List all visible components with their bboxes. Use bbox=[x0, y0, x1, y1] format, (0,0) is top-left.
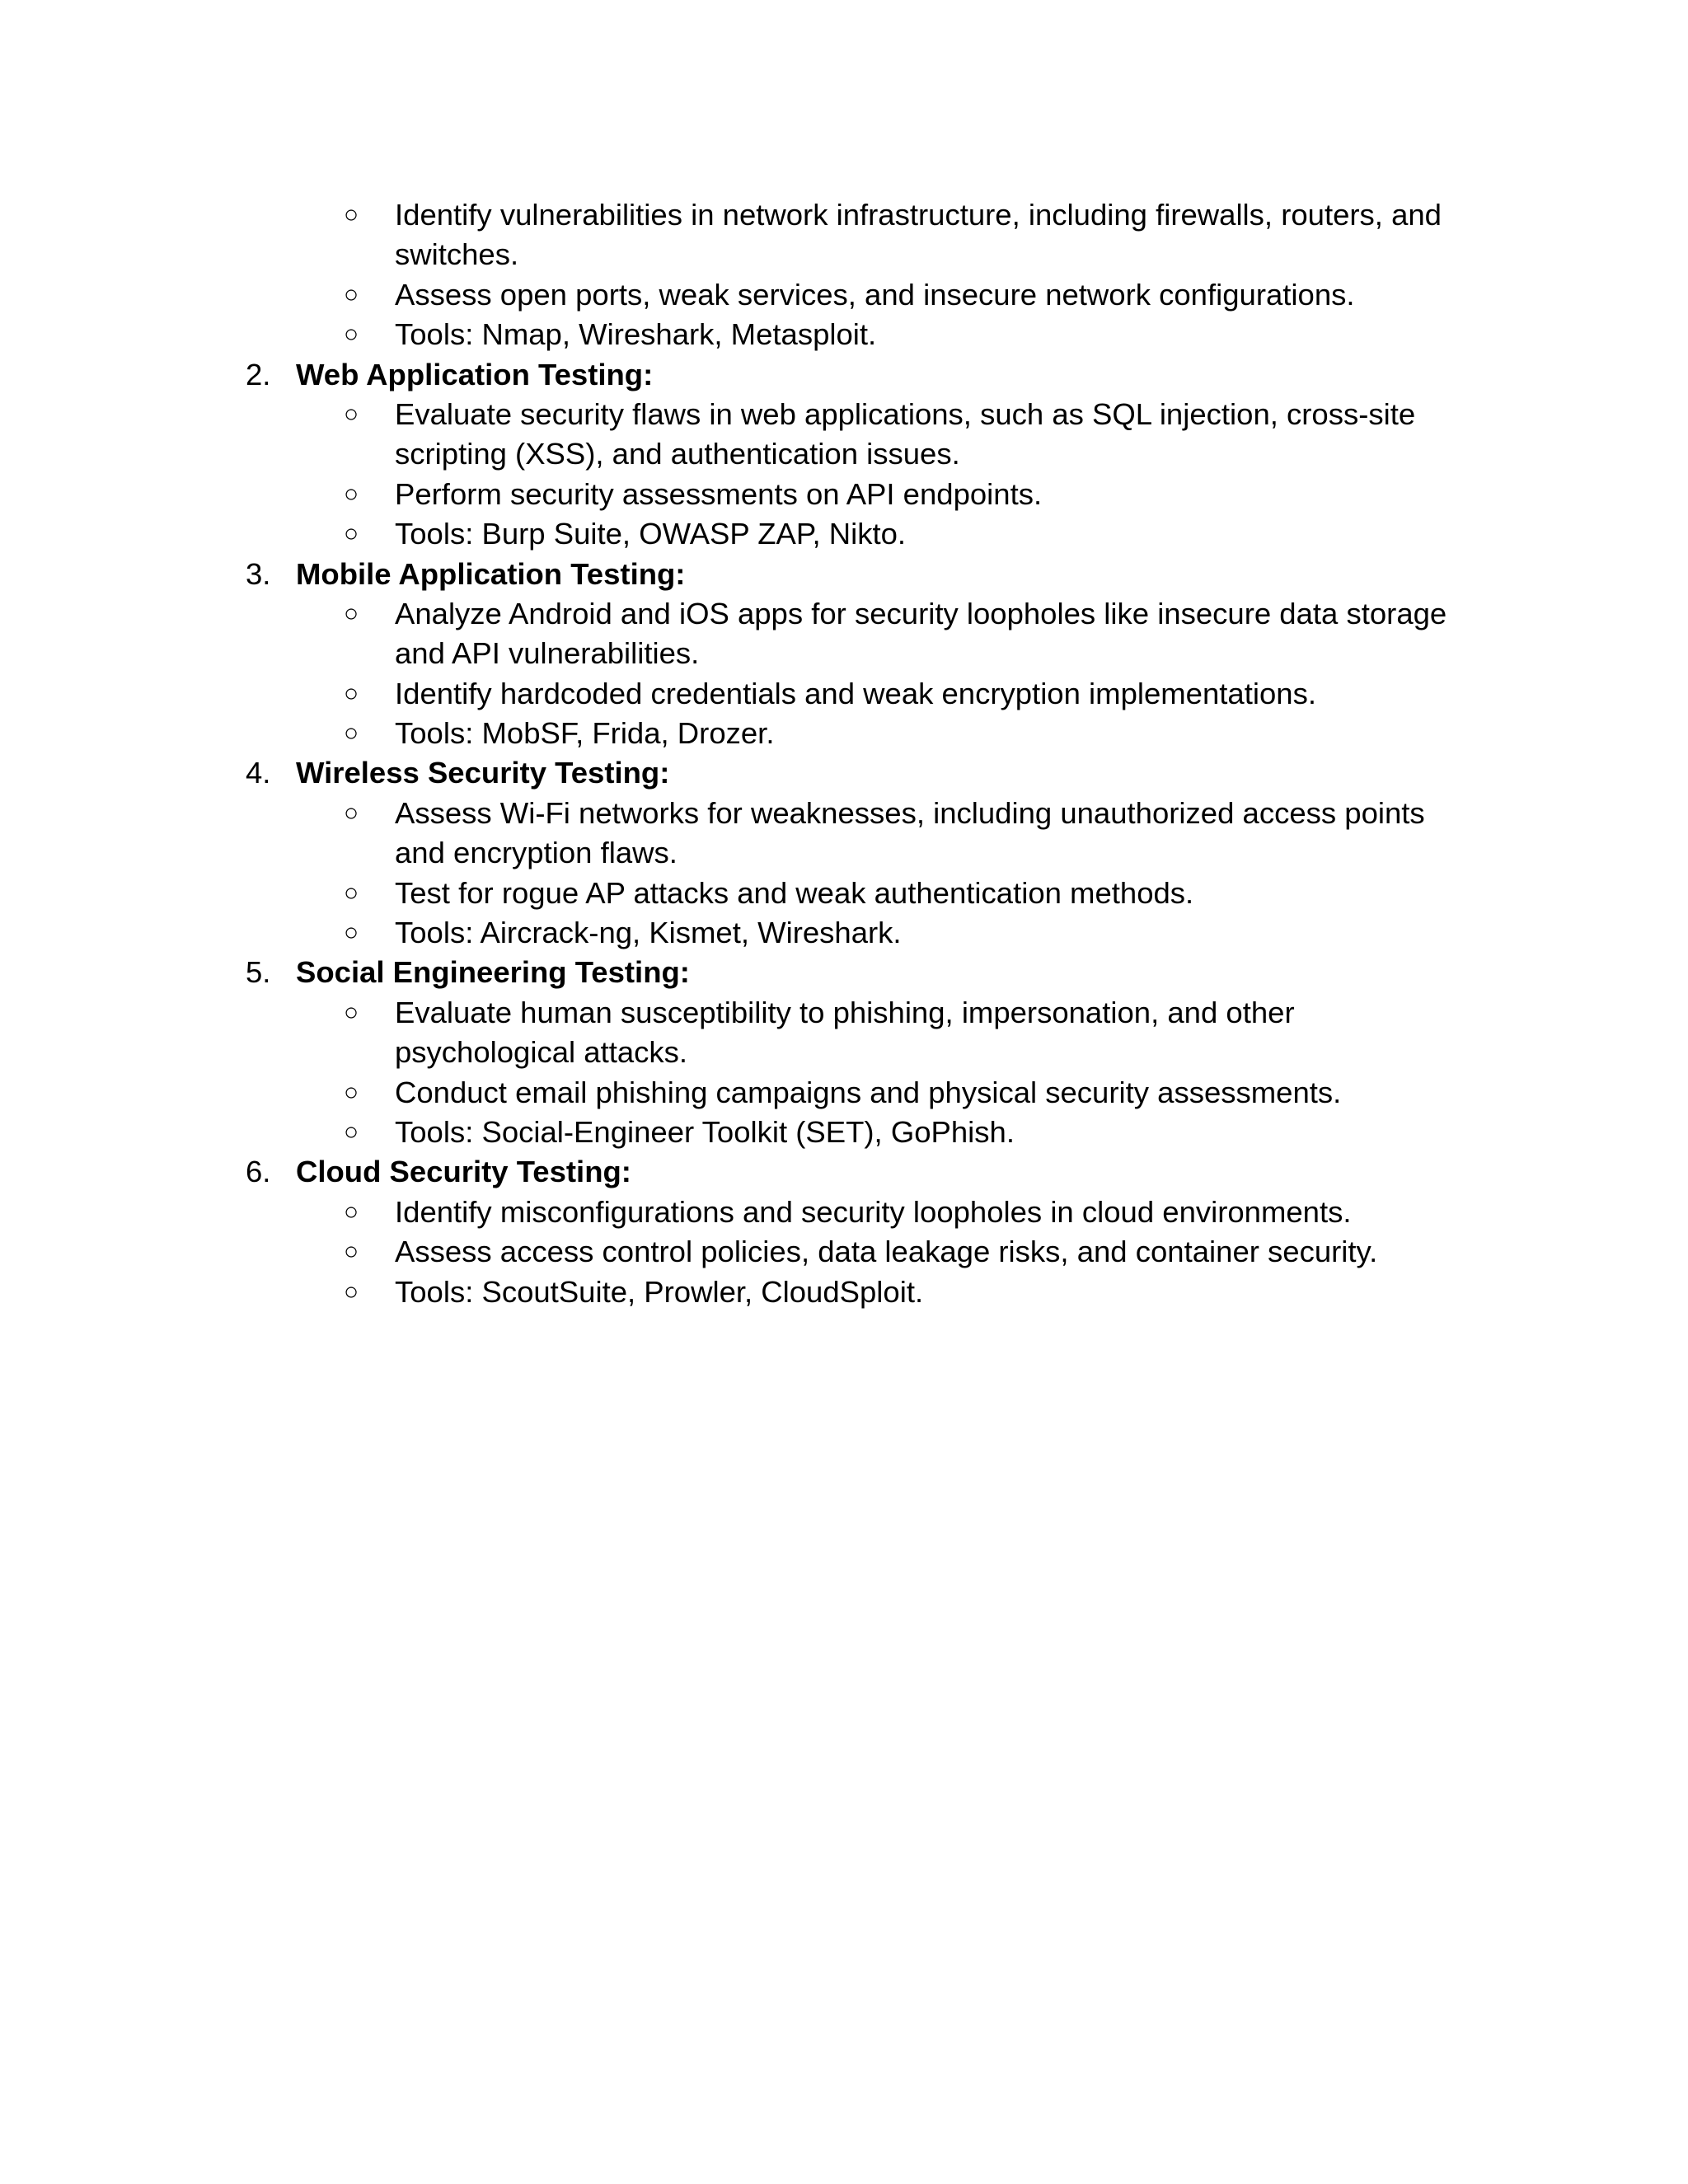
bullet-text: Identify vulnerabilities in network infrastructure, including firewalls, routers, and bbox=[395, 198, 1442, 232]
section-heading: Wireless Security Testing: bbox=[296, 756, 670, 790]
hollow-circle-bullet-icon: ○ bbox=[344, 879, 359, 907]
bullet-text: Assess open ports, weak services, and insecure network configurations. bbox=[395, 277, 1355, 312]
bullet-item bbox=[0, 674, 1688, 714]
hollow-circle-bullet-icon: ○ bbox=[344, 919, 359, 947]
section-heading-line bbox=[0, 753, 1688, 793]
bullet-line bbox=[0, 874, 1688, 913]
bullet-item bbox=[0, 913, 1688, 953]
bullet-text: Evaluate human susceptibility to phishing, impersonation, and other bbox=[395, 995, 1295, 1029]
section-heading-line bbox=[0, 1152, 1688, 1192]
bullet-item bbox=[0, 594, 1688, 674]
bullet-text: Tools: Social-Engineer Toolkit (SET), GoPhish. bbox=[395, 1114, 1015, 1149]
bullet-text: Identify hardcoded credentials and weak encryption implementations. bbox=[395, 676, 1316, 710]
section-heading-line bbox=[0, 355, 1688, 395]
hollow-circle-bullet-icon: ○ bbox=[344, 201, 359, 228]
bullet-line bbox=[0, 434, 1688, 474]
bullet-item bbox=[0, 794, 1688, 874]
numbered-section bbox=[0, 355, 1688, 555]
hollow-circle-bullet-icon: ○ bbox=[344, 480, 359, 508]
bullet-item bbox=[0, 1073, 1688, 1113]
bullet-line bbox=[0, 395, 1688, 434]
hollow-circle-bullet-icon: ○ bbox=[344, 1277, 359, 1305]
bullet-text: switches. bbox=[395, 237, 519, 272]
section-heading: Social Engineering Testing: bbox=[296, 955, 690, 990]
bullet-line bbox=[0, 833, 1688, 873]
section-number: 2. bbox=[246, 357, 271, 391]
bullet-text: Analyze Android and iOS apps for security loopholes like insecure data storage bbox=[395, 596, 1447, 630]
hollow-circle-bullet-icon: ○ bbox=[344, 599, 359, 627]
bullet-line bbox=[0, 594, 1688, 634]
section-number: 4. bbox=[246, 756, 271, 790]
bullet-text: Assess Wi-Fi networks for weaknesses, including unauthorized access points bbox=[395, 795, 1425, 830]
bullet-text: Assess access control policies, data leakage risks, and container security. bbox=[395, 1235, 1378, 1269]
bullet-line bbox=[0, 315, 1688, 354]
bullet-text: scripting (XSS), and authentication issues. bbox=[395, 437, 960, 471]
section-heading-line bbox=[0, 555, 1688, 594]
bullet-line bbox=[0, 1272, 1688, 1312]
section-number: 5. bbox=[246, 955, 271, 990]
hollow-circle-bullet-icon: ○ bbox=[344, 679, 359, 707]
bullet-item bbox=[0, 395, 1688, 475]
section-number: 3. bbox=[246, 556, 271, 591]
bullet-text: psychological attacks. bbox=[395, 1035, 688, 1070]
bullet-item bbox=[0, 1272, 1688, 1312]
bullet-text: Evaluate security flaws in web applications, such as SQL injection, cross-site bbox=[395, 396, 1416, 431]
bullet-item bbox=[0, 1232, 1688, 1272]
hollow-circle-bullet-icon: ○ bbox=[344, 1078, 359, 1106]
testing-types-list bbox=[0, 195, 1688, 1312]
bullet-line bbox=[0, 1193, 1688, 1232]
hollow-circle-bullet-icon: ○ bbox=[344, 799, 359, 827]
bullet-line bbox=[0, 674, 1688, 714]
bullet-item bbox=[0, 1113, 1688, 1152]
bullet-line bbox=[0, 1073, 1688, 1113]
bullet-item bbox=[0, 195, 1688, 275]
numbered-section bbox=[0, 953, 1688, 1152]
bullet-text: Tools: ScoutSuite, Prowler, CloudSploit. bbox=[395, 1274, 924, 1309]
bullet-item bbox=[0, 514, 1688, 554]
bullet-line bbox=[0, 634, 1688, 673]
bullet-line bbox=[0, 195, 1688, 235]
numbered-section bbox=[0, 555, 1688, 754]
bullet-item bbox=[0, 714, 1688, 753]
hollow-circle-bullet-icon: ○ bbox=[344, 321, 359, 349]
section-heading-line bbox=[0, 953, 1688, 992]
bullet-item bbox=[0, 475, 1688, 514]
hollow-circle-bullet-icon: ○ bbox=[344, 719, 359, 748]
bullet-item bbox=[0, 1193, 1688, 1232]
numbered-section bbox=[0, 753, 1688, 953]
bullet-line bbox=[0, 235, 1688, 274]
bullet-line bbox=[0, 475, 1688, 514]
bullet-line bbox=[0, 275, 1688, 315]
hollow-circle-bullet-icon: ○ bbox=[344, 520, 359, 548]
section-number: 6. bbox=[246, 1155, 271, 1189]
bullet-line bbox=[0, 794, 1688, 833]
bullet-text: Identify misconfigurations and security loopholes in cloud environments. bbox=[395, 1194, 1352, 1229]
bullet-line bbox=[0, 913, 1688, 953]
section-heading: Mobile Application Testing: bbox=[296, 556, 686, 591]
hollow-circle-bullet-icon: ○ bbox=[344, 998, 359, 1026]
bullet-line bbox=[0, 1113, 1688, 1152]
bullet-item bbox=[0, 874, 1688, 913]
bullet-line bbox=[0, 1033, 1688, 1072]
hollow-circle-bullet-icon: ○ bbox=[344, 1197, 359, 1226]
hollow-circle-bullet-icon: ○ bbox=[344, 280, 359, 308]
bullet-text: Test for rogue AP attacks and weak authentication methods. bbox=[395, 875, 1194, 910]
numbered-section bbox=[0, 1152, 1688, 1312]
bullet-text: Tools: MobSF, Frida, Drozer. bbox=[395, 716, 775, 751]
bullet-text: and API vulnerabilities. bbox=[395, 636, 700, 671]
section-heading: Web Application Testing: bbox=[296, 357, 654, 391]
bullet-item bbox=[0, 275, 1688, 315]
bullet-text: and encryption flaws. bbox=[395, 836, 678, 870]
hollow-circle-bullet-icon: ○ bbox=[344, 400, 359, 428]
bullet-text: Tools: Nmap, Wireshark, Metasploit. bbox=[395, 317, 877, 352]
hollow-circle-bullet-icon: ○ bbox=[344, 1118, 359, 1146]
bullet-line bbox=[0, 1232, 1688, 1272]
bullet-line bbox=[0, 514, 1688, 554]
bullet-item bbox=[0, 315, 1688, 354]
bullet-line bbox=[0, 993, 1688, 1033]
bullet-text: Tools: Burp Suite, OWASP ZAP, Nikto. bbox=[395, 517, 907, 551]
bullet-text: Tools: Aircrack-ng, Kismet, Wireshark. bbox=[395, 916, 902, 950]
bullet-text: Perform security assessments on API endpoints. bbox=[395, 476, 1043, 511]
bullet-item bbox=[0, 993, 1688, 1073]
section-heading: Cloud Security Testing: bbox=[296, 1155, 631, 1189]
bullet-text: Conduct email phishing campaigns and physical security assessments. bbox=[395, 1075, 1342, 1109]
hollow-circle-bullet-icon: ○ bbox=[344, 1238, 359, 1266]
bullet-line bbox=[0, 714, 1688, 753]
